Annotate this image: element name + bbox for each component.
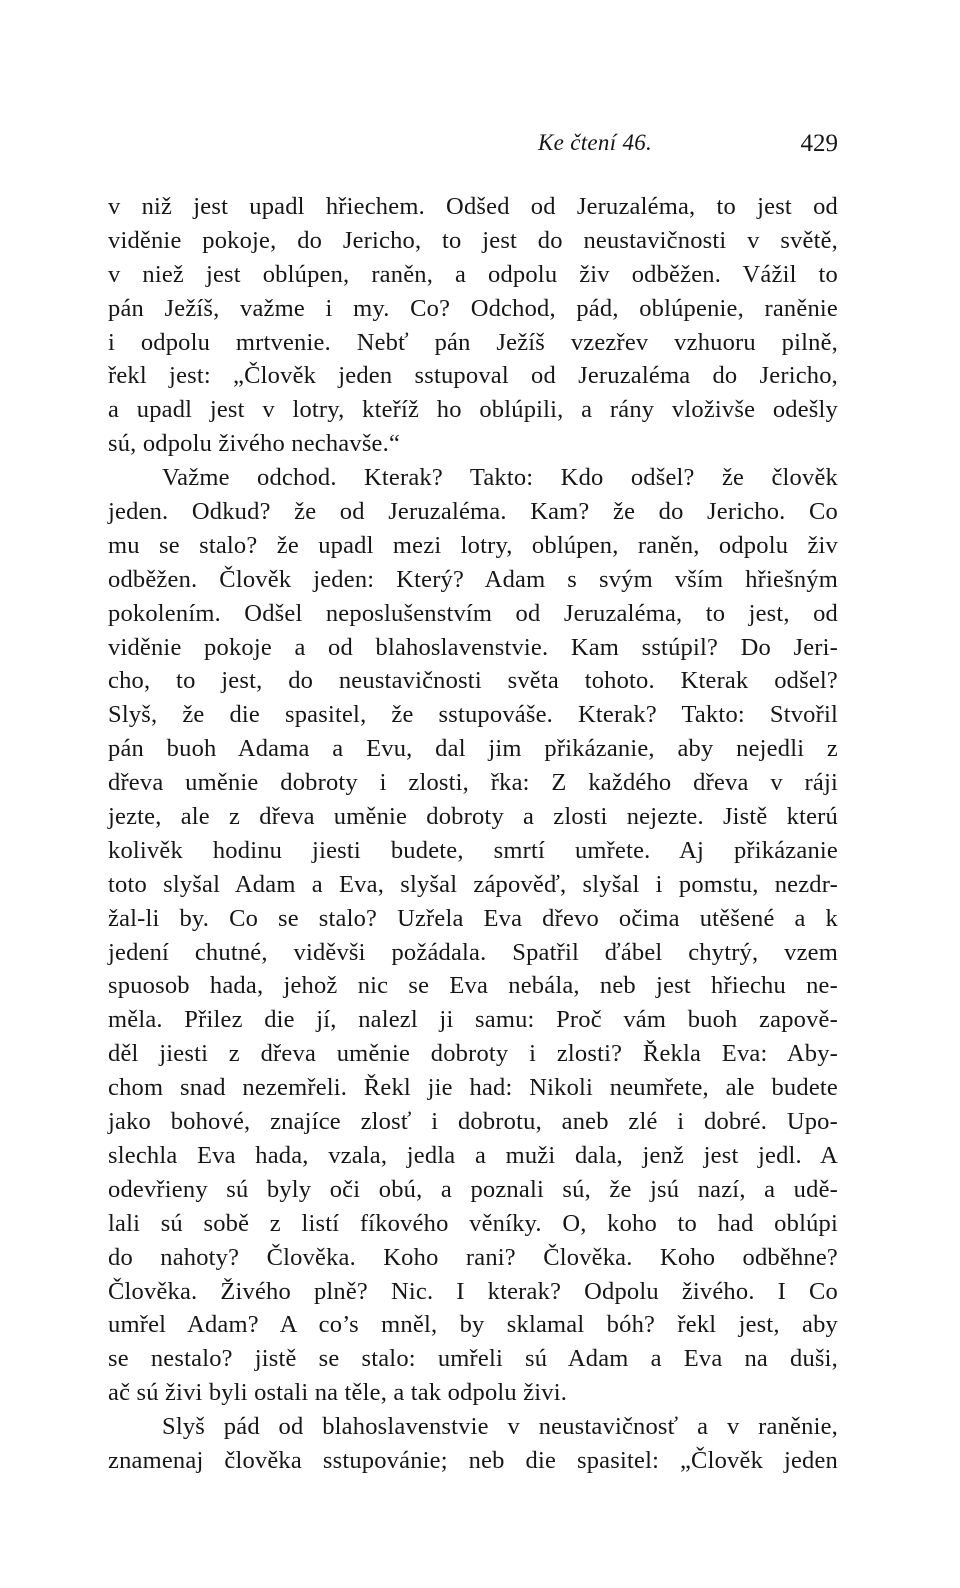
text-line: Slyš, že die spasitel, že sstupováše. Kterak? Takto: Stvořil (108, 701, 838, 729)
text-line: do nahoty? Člověka. Koho rani? Člověka. Koho odběhne? (108, 1243, 838, 1271)
text-line: spuosob hada, jehož nic se Eva nebála, neb jest hřiechu ne- (108, 972, 838, 1000)
page-number: 429 (800, 130, 838, 157)
text-line: cho, to jest, do neustavičnosti světa tohoto. Kterak odšel? (108, 667, 838, 695)
text-line: děl jiesti z dřeva uměnie dobroty i zlosti? Řekla Eva: Aby- (108, 1040, 838, 1068)
text-line: lali sú sobě z listí fíkového věníky. O, koho to had oblúpi (108, 1209, 838, 1237)
text-line: jako bohové, znajíce zlosť i dobrotu, aneb zlé i dobré. Upo- (108, 1108, 838, 1136)
text-line: viděnie pokoje a od blahoslavenstvie. Kam sstúpil? Do Jeri- (108, 633, 838, 661)
text-line: chom snad nezemřeli. Řekl jie had: Nikoli neumřete, ale budete (108, 1074, 838, 1102)
text-line: jezte, ale z dřeva uměnie dobroty a zlosti nejezte. Jistě kterú (108, 803, 838, 831)
text-line: umřel Adam? A co’s mněl, by sklamal bóh? řekl jest, aby (108, 1311, 838, 1339)
text-line: řekl jest: „Člověk jeden sstupoval od Jeruzaléma do Jericho, (108, 362, 838, 390)
text-line: žal-li by. Co se stalo? Uzřela Eva dřevo očima utěšené a k (108, 904, 838, 932)
text-line: Slyš pád od blahoslavenstvie v neustavičnosť a v raněnie, (162, 1413, 838, 1441)
text-line: a upadl jest v lotry, kteříž ho oblúpili, a rány vloživše odešly (108, 396, 838, 424)
text-line: mu se stalo? že upadl mezi lotry, oblúpen, raněn, odpolu živ (108, 531, 838, 559)
text-line: pán Ježíš, važme i my. Co? Odchod, pád, oblúpenie, raněnie (108, 294, 838, 322)
text-line: v niž jest upadl hřiechem. Odšed od Jeruzaléma, to jest od (108, 193, 838, 220)
text-line: pokolením. Odšel neposlušenstvím od Jeruzaléma, to jest, od (108, 599, 838, 627)
text-line: Važme odchod. Kterak? Takto: Kdo odšel? že člověk (162, 464, 838, 492)
text-line: odevřieny sú byly oči obú, a poznali sú, že jsú nazí, a udě- (108, 1175, 838, 1203)
text-line: odběžen. Člověk jeden: Který? Adam s svým vším hřiešným (108, 565, 838, 593)
text-line: ač sú živi byli ostali na těle, a tak odpolu živi. (108, 1379, 568, 1407)
text-line: Člověka. Živého plně? Nic. I kterak? Odpolu živého. I Co (108, 1277, 838, 1305)
body-text (108, 190, 838, 1478)
section-title: Ke čtení 46. (538, 130, 653, 155)
text-line: znamenaj člověka sstupovánie; neb die spasitel: „Člověk jeden (108, 1446, 838, 1474)
text-line: se nestalo? jistě se stalo: umřeli sú Adam a Eva na duši, (108, 1345, 838, 1373)
text-line: kolivěk hodinu jiesti budete, smrtí umřete. Aj přikázanie (108, 836, 838, 864)
text-line: měla. Přilez die jí, nalezl ji samu: Proč vám buoh zapově- (108, 1006, 838, 1034)
text-line: v niež jest oblúpen, raněn, a odpolu živ odběžen. Vážil to (108, 260, 838, 288)
text-line: sú, odpolu živého nechavše.“ (108, 430, 401, 458)
text-line: i odpolu mrtvenie. Nebť pán Ježíš vzezřev vzhuoru pilně, (108, 328, 838, 356)
text-line: slechla Eva hada, vzala, jedla a muži dala, jenž jest jedl. A (108, 1141, 838, 1169)
text-line: viděnie pokoje, do Jericho, to jest do neustavičnosti v světě, (108, 226, 838, 254)
running-head (108, 130, 838, 170)
text-line: toto slyšal Adam a Eva, slyšal zápověď, slyšal i pomstu, nezdr- (108, 870, 838, 898)
text-line: jedení chutné, viděvši požádala. Spatřil ďábel chytrý, vzem (108, 938, 838, 966)
text-line: dřeva uměnie dobroty i zlosti, řka: Z každého dřeva v ráji (108, 769, 838, 797)
text-line: jeden. Odkud? že od Jeruzaléma. Kam? že do Jericho. Co (108, 498, 838, 526)
text-line: pán buoh Adama a Evu, dal jim přikázanie, aby nejedli z (108, 735, 838, 763)
